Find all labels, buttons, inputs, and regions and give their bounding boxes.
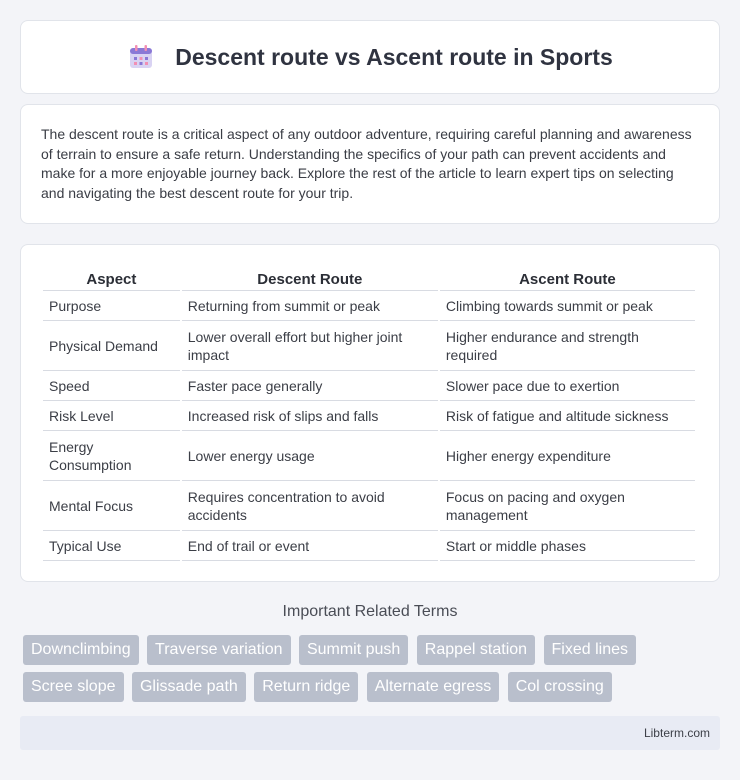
term-tag-traverse-variation[interactable]: Traverse variation	[147, 635, 290, 665]
table-cell: Requires concentration to avoid accidents	[182, 481, 438, 531]
table-row	[43, 401, 695, 431]
related-terms-title: Important Related Terms	[282, 603, 458, 620]
term-tag-scree-slope[interactable]: Scree slope	[23, 672, 124, 702]
table-cell: Risk of fatigue and altitude sickness	[440, 401, 695, 431]
table-cell: Lower overall effort but higher joint impact	[182, 321, 438, 371]
table-cell: Slower pace due to exertion	[440, 371, 695, 401]
table-header-row	[43, 265, 695, 291]
table-cell: Energy Consumption	[43, 431, 180, 481]
table-row	[43, 431, 695, 481]
term-tag-alternate-egress[interactable]: Alternate egress	[367, 672, 500, 702]
table-cell: Returning from summit or peak	[182, 291, 438, 321]
table-cell: Start or middle phases	[440, 531, 695, 561]
table-row	[43, 481, 695, 531]
intro-card	[20, 104, 720, 224]
term-tag-col-crossing[interactable]: Col crossing	[508, 672, 612, 702]
header-aspect: Aspect	[43, 265, 180, 291]
footer	[20, 716, 720, 750]
comparison-table-card	[20, 244, 720, 582]
table-cell: Higher endurance and strength required	[440, 321, 695, 371]
table-cell: Increased risk of slips and falls	[182, 401, 438, 431]
header-ascent: Ascent Route	[440, 265, 695, 291]
table-cell: Speed	[43, 371, 180, 401]
page-title: Descent route vs Ascent route in Sports	[175, 43, 613, 70]
table-cell: Purpose	[43, 291, 180, 321]
table-row	[43, 531, 695, 561]
header-card	[20, 20, 720, 94]
calendar-icon	[127, 43, 155, 71]
term-tag-rappel-station[interactable]: Rappel station	[417, 635, 535, 665]
table-cell: End of trail or event	[182, 531, 438, 561]
table-cell: Faster pace generally	[182, 371, 438, 401]
table-cell: Lower energy usage	[182, 431, 438, 481]
comparison-table	[41, 265, 697, 561]
table-cell: Climbing towards summit or peak	[440, 291, 695, 321]
term-tag-glissade-path[interactable]: Glissade path	[132, 672, 246, 702]
header-descent: Descent Route	[182, 265, 438, 291]
intro-text: The descent route is a critical aspect of any outdoor adventure, requiring careful planning and awareness of terrain to ensure a safe return. Understanding the specifics of your path can prevent accidents and make for a more enjoyable journey back. Explore the rest of the article to learn expert tips on selecting and navigating the best descent route for your trip.	[41, 126, 692, 201]
term-tag-fixed-lines[interactable]: Fixed lines	[544, 635, 636, 665]
related-terms-list	[23, 635, 723, 709]
table-cell: Higher energy expenditure	[440, 431, 695, 481]
term-tag-summit-push[interactable]: Summit push	[299, 635, 408, 665]
table-cell: Physical Demand	[43, 321, 180, 371]
table-cell: Risk Level	[43, 401, 180, 431]
table-cell: Typical Use	[43, 531, 180, 561]
term-tag-downclimbing[interactable]: Downclimbing	[23, 635, 139, 665]
table-cell: Focus on pacing and oxygen management	[440, 481, 695, 531]
table-row	[43, 321, 695, 371]
table-cell: Mental Focus	[43, 481, 180, 531]
term-tag-return-ridge[interactable]: Return ridge	[254, 672, 358, 702]
footer-site-link[interactable]: Libterm.com	[643, 726, 710, 740]
table-row	[43, 371, 695, 401]
table-row	[43, 291, 695, 321]
